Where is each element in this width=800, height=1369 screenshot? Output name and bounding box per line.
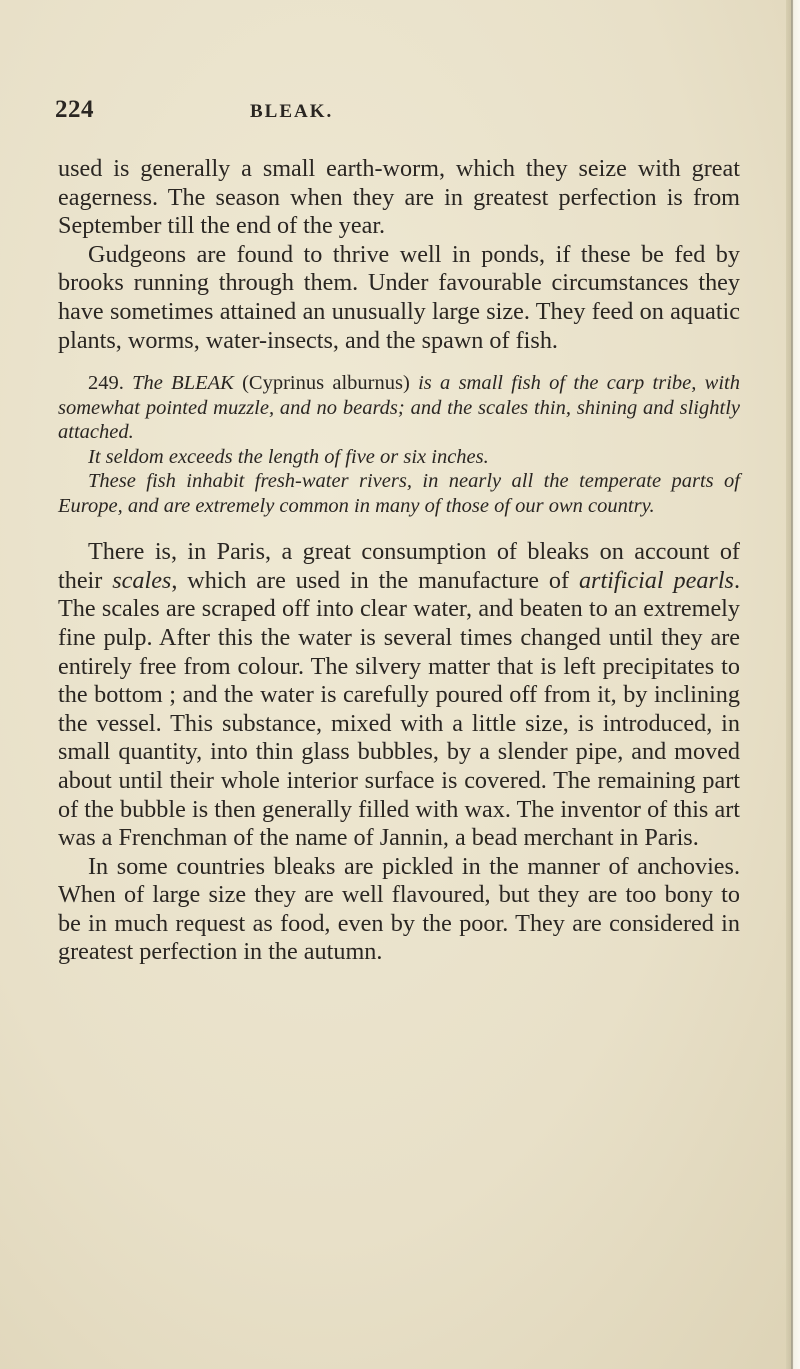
- running-title: BLEAK.: [250, 101, 334, 122]
- description-habitat: [58, 469, 740, 518]
- pearls-text-a: There is, in Paris, a great consumption of bleaks on account of their: [58, 538, 740, 594]
- artificial-pearls-phrase: artificial pearls: [578, 566, 734, 594]
- description-text: is a small fish of the carp tribe, with somewhat pointed muzzle, and no beards; and the scales thin, shining and slightly attached.: [58, 372, 740, 444]
- binding-line: [791, 0, 793, 1369]
- page-edge: [786, 0, 800, 1369]
- length-text: It seldom exceeds the length of five or six inches.: [88, 445, 489, 468]
- pearls-text-b: , which are used in the manufacture of: [171, 566, 570, 594]
- description-intro: [58, 371, 740, 445]
- paragraph-continued: used is generally a small earth-worm, which they seize with great eagerness. The season when they are in greatest perfection is from September till the end of the year.: [58, 155, 740, 240]
- running-head: [55, 96, 745, 136]
- scales-word: scales: [112, 566, 172, 594]
- page-number: 224: [55, 96, 94, 123]
- pearls-text-c: . The scales are scraped off into clear water, and beaten to an extremely fine pulp. After this the water is several times changed until they are entirely free from colour. The silvery matter that is left precipitates to the bottom ; and the water is carefully poured off from it, by inclining the vessel. This substance, mixed with a little size, is introduced, in small quantity, into thin glass bubbles, by a slender pipe, and moved about until their whole interior surface is covered. The remaining part of the bubble is then generally filled with wax. The inventor of this art was a Frenchman of the name of Jannin, a bead merchant in Paris.: [58, 566, 741, 852]
- latin-name: (Cyprinus alburnus): [242, 372, 410, 395]
- entry-number: 249.: [88, 372, 124, 395]
- paragraph-gudgeons: Gudgeons are found to thrive well in ponds, if these be fed by brooks running through them. Under favourable circumstances they have sometimes attained an unusually large size. They feed on aquatic plants, worms, water-insects, and the spawn of fish.: [58, 240, 740, 354]
- habitat-text: These fish inhabit fresh-water rivers, in nearly all the temperate parts of Europe, and are extremely common in many of those of our own country.: [58, 470, 740, 517]
- paragraph-pearls: [58, 538, 740, 853]
- species-name: The BLEAK: [132, 372, 234, 395]
- page-body: [58, 155, 740, 967]
- description-length: [58, 445, 740, 470]
- paragraph-pickled: In some countries bleaks are pickled in the manner of anchovies. When of large size they are well flavoured, but they are too bony to be in much request as food, even by the poor. They are considered in greatest perfection in the autumn.: [58, 852, 740, 966]
- species-description: [58, 371, 740, 518]
